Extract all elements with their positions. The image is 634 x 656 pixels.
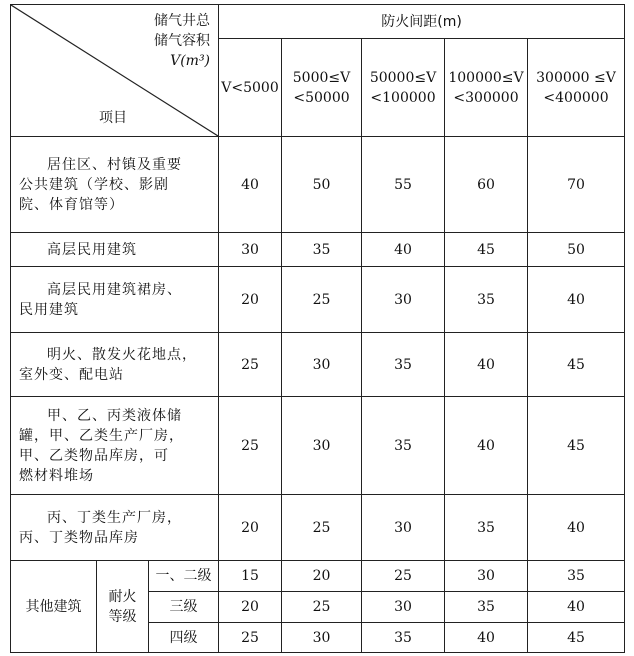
range-header-4: 100000≤V <300000 xyxy=(445,39,528,137)
value-cell: 45 xyxy=(528,333,625,397)
fire-spacing-table xyxy=(10,4,625,653)
row-item: 丙、丁类生产厂房， 丙、丁类物品库房 xyxy=(11,495,219,561)
value-cell: 50 xyxy=(282,137,362,233)
value-cell: 30 xyxy=(445,561,528,592)
value-cell: 35 xyxy=(445,267,528,333)
value-cell: 15 xyxy=(219,561,282,592)
value-cell: 40 xyxy=(528,495,625,561)
value-cell: 25 xyxy=(219,333,282,397)
other-buildings-label: 其他建筑 xyxy=(11,561,97,653)
table-row xyxy=(11,561,625,592)
value-cell: 25 xyxy=(282,592,362,623)
value-cell: 30 xyxy=(282,397,362,495)
value-cell: 35 xyxy=(445,495,528,561)
row-item: 甲、乙、丙类液体储 罐，甲、乙类生产厂房， 甲、乙类物品库房，可 燃材料堆场 xyxy=(11,397,219,495)
value-cell: 25 xyxy=(362,561,445,592)
table-row xyxy=(11,233,625,267)
value-cell: 30 xyxy=(282,623,362,653)
value-cell: 35 xyxy=(362,397,445,495)
grade-cell: 三级 xyxy=(149,592,219,623)
value-cell: 40 xyxy=(445,397,528,495)
row-item: 明火、散发火花地点， 室外变、配电站 xyxy=(11,333,219,397)
value-cell: 25 xyxy=(282,495,362,561)
value-cell: 60 xyxy=(445,137,528,233)
value-cell: 40 xyxy=(219,137,282,233)
range-header-2: 5000≤V <50000 xyxy=(282,39,362,137)
value-cell: 20 xyxy=(219,592,282,623)
table-row xyxy=(11,333,625,397)
value-cell: 35 xyxy=(362,333,445,397)
value-cell: 35 xyxy=(282,233,362,267)
range-header-1: V<5000 xyxy=(219,39,282,137)
value-cell: 25 xyxy=(219,623,282,653)
table-row xyxy=(11,397,625,495)
fire-rating-label: 耐火 等级 xyxy=(97,561,149,653)
value-cell: 30 xyxy=(362,592,445,623)
value-cell: 40 xyxy=(362,233,445,267)
table-row xyxy=(11,495,625,561)
value-cell: 45 xyxy=(528,397,625,495)
value-cell: 20 xyxy=(282,561,362,592)
corner-item-label: 项目 xyxy=(99,110,127,126)
value-cell: 30 xyxy=(219,233,282,267)
value-cell: 35 xyxy=(528,561,625,592)
value-cell: 40 xyxy=(528,267,625,333)
corner-volume-label: 储气井总 储气容积 V(m³) xyxy=(154,13,211,69)
value-cell: 55 xyxy=(362,137,445,233)
table-row xyxy=(11,137,625,233)
spacing-title: 防火间距(m) xyxy=(219,5,625,39)
value-cell: 70 xyxy=(528,137,625,233)
value-cell: 20 xyxy=(219,495,282,561)
row-item: 高层民用建筑裙房、 民用建筑 xyxy=(11,267,219,333)
range-header-3: 50000≤V <100000 xyxy=(362,39,445,137)
range-header-5: 300000 ≤V <400000 xyxy=(528,39,625,137)
value-cell: 35 xyxy=(445,592,528,623)
value-cell: 40 xyxy=(445,623,528,653)
row-item: 高层民用建筑 xyxy=(11,233,219,267)
value-cell: 25 xyxy=(219,397,282,495)
table-row xyxy=(11,267,625,333)
row-item: 居住区、村镇及重要 公共建筑（学校、影剧 院、体育馆等） xyxy=(11,137,219,233)
value-cell: 25 xyxy=(282,267,362,333)
grade-cell: 四级 xyxy=(149,623,219,653)
value-cell: 20 xyxy=(219,267,282,333)
value-cell: 40 xyxy=(528,592,625,623)
value-cell: 45 xyxy=(445,233,528,267)
value-cell: 50 xyxy=(528,233,625,267)
grade-cell: 一、二级 xyxy=(149,561,219,592)
value-cell: 35 xyxy=(362,623,445,653)
corner-header-cell xyxy=(11,5,219,137)
value-cell: 30 xyxy=(282,333,362,397)
value-cell: 30 xyxy=(362,267,445,333)
value-cell: 30 xyxy=(362,495,445,561)
value-cell: 45 xyxy=(528,623,625,653)
value-cell: 40 xyxy=(445,333,528,397)
